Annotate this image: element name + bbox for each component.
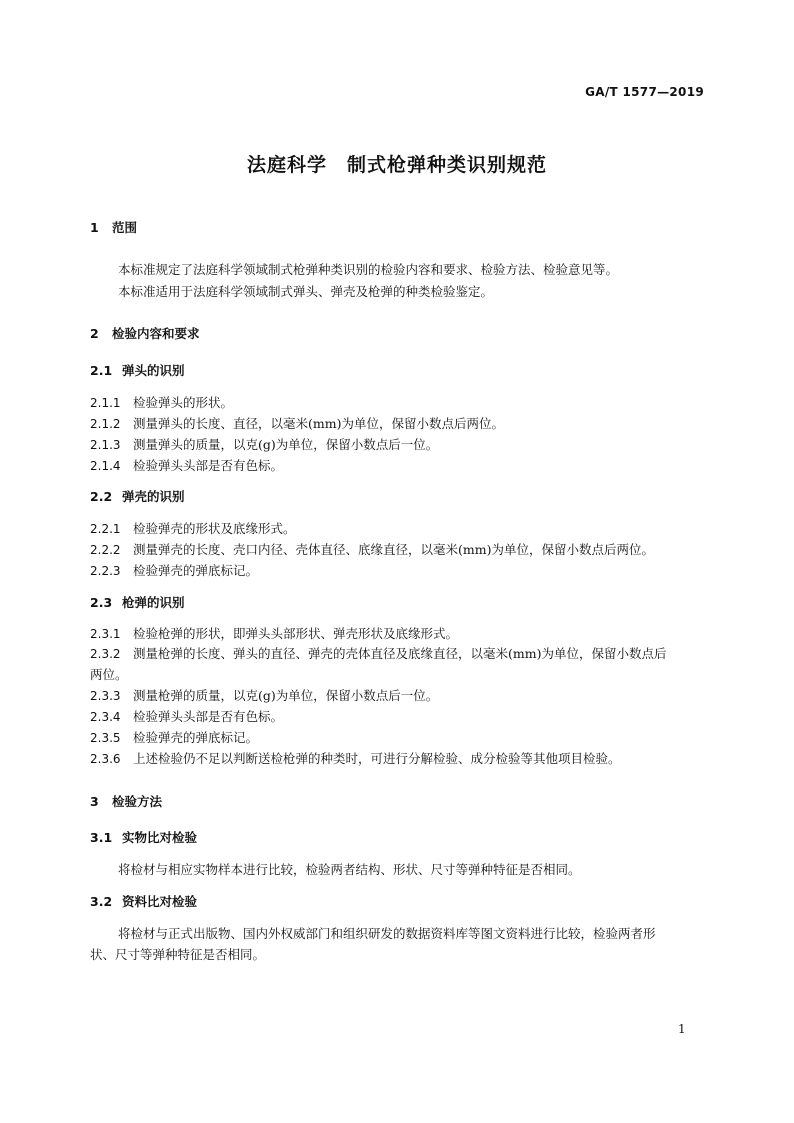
paragraph: 本标准规定了法庭科学领域制式枪弹种类识别的检验内容和要求、检验方法、检验意见等。 [118,262,619,277]
clause-2-3-2-continuation: 两位。 [90,667,128,682]
section-number: 3.2 [90,894,113,909]
section-2-heading [90,326,200,342]
clause-2-1-2 [90,416,504,432]
section-title: 资料比对检验 [122,894,198,909]
clause-2-2-3 [90,563,258,579]
clause-number: 2.2.2 [90,543,121,557]
document-title: 法庭科学 制式枪弹种类识别规范 [246,154,547,176]
section-title: 实物比对检验 [122,830,198,845]
clause-number: 2.1.4 [90,459,121,473]
section-title: 范围 [112,220,138,235]
section-title: 检验方法 [112,794,163,809]
clause-number: 2.3.1 [90,627,121,641]
section-2-2-heading [90,489,185,505]
clause-2-3-5 [90,730,258,746]
clause-text: 检验弹壳的形状及底缘形式。 [133,521,296,536]
section-3-2-heading [90,894,197,910]
paragraph: 将检材与相应实物样本进行比较，检验两者结构、形状、尺寸等弹种特征是否相同。 [118,862,581,877]
clause-2-1-1 [90,395,233,411]
page-number: 1 [678,1022,686,1036]
clause-number: 2.1.1 [90,396,121,410]
clause-2-3-3 [90,688,438,704]
clause-number: 2.2.1 [90,522,121,536]
clause-text: 检验弹头头部是否有色标。 [133,458,284,473]
clause-text: 检验弹壳的弹底标记。 [133,563,259,578]
clause-number: 2.3.3 [90,689,121,703]
clause-2-1-3 [90,437,438,453]
clause-number: 2.3.5 [90,731,121,745]
paragraph: 将检材与正式出版物、国内外权威部门和组织研发的数据资料库等图文资料进行比较，检验两者形 [118,926,656,941]
section-number: 3 [90,794,99,809]
clause-2-3-2 [90,646,666,662]
paragraph-continuation: 状、尺寸等弹种特征是否相同。 [90,947,266,962]
clause-2-1-4 [90,458,283,474]
clause-2-3-4 [90,709,283,725]
clause-text: 测量弹壳的长度、壳口内径、壳体直径、底缘直径，以毫米(mm)为单位，保留小数点后两位。 [133,542,654,557]
clause-text: 上述检验仍不足以判断送检枪弹的种类时，可进行分解检验、成分检验等其他项目检验。 [133,751,621,766]
section-number: 2 [90,326,99,341]
clause-text: 测量弹头的质量，以克(g)为单位，保留小数点后一位。 [133,437,439,452]
standard-code: GA/T 1577—2019 [585,85,704,99]
clause-number: 2.3.6 [90,752,121,766]
clause-number: 2.3.4 [90,710,121,724]
section-number: 2.3 [90,595,113,610]
clause-2-3-1 [90,626,458,642]
clause-number: 2.1.3 [90,438,121,452]
clause-text: 检验枪弹的形状，即弹头头部形状、弹壳形状及底缘形式。 [133,626,459,641]
clause-text: 检验弹头头部是否有色标。 [133,709,284,724]
section-title: 弹壳的识别 [122,489,185,504]
clause-text: 测量枪弹的长度、弹头的直径、弹壳的壳体直径及底缘直径，以毫米(mm)为单位，保留小数点后 [133,646,667,661]
clause-2-2-1 [90,521,296,537]
clause-text: 检验弹壳的弹底标记。 [133,730,259,745]
section-title: 检验内容和要求 [112,326,200,341]
clause-2-3-6 [90,751,621,767]
clause-text: 检验弹头的形状。 [133,395,234,410]
clause-number: 2.2.3 [90,564,121,578]
section-number: 2.2 [90,489,113,504]
section-title: 枪弹的识别 [122,595,185,610]
section-3-1-heading [90,830,197,846]
section-2-3-heading [90,595,185,611]
section-number: 3.1 [90,830,113,845]
clause-text: 测量枪弹的质量，以克(g)为单位，保留小数点后一位。 [133,688,439,703]
section-number: 1 [90,220,99,235]
clause-number: 2.1.2 [90,417,121,431]
section-2-1-heading [90,363,185,379]
section-3-heading [90,794,162,810]
clause-number: 2.3.2 [90,647,121,661]
section-title: 弹头的识别 [122,363,185,378]
clause-text: 测量弹头的长度、直径，以毫米(mm)为单位，保留小数点后两位。 [133,416,504,431]
paragraph: 本标准适用于法庭科学领域制式弹头、弹壳及枪弹的种类检验鉴定。 [118,284,494,299]
clause-2-2-2 [90,542,654,558]
section-1-heading [90,220,137,236]
section-number: 2.1 [90,363,113,378]
